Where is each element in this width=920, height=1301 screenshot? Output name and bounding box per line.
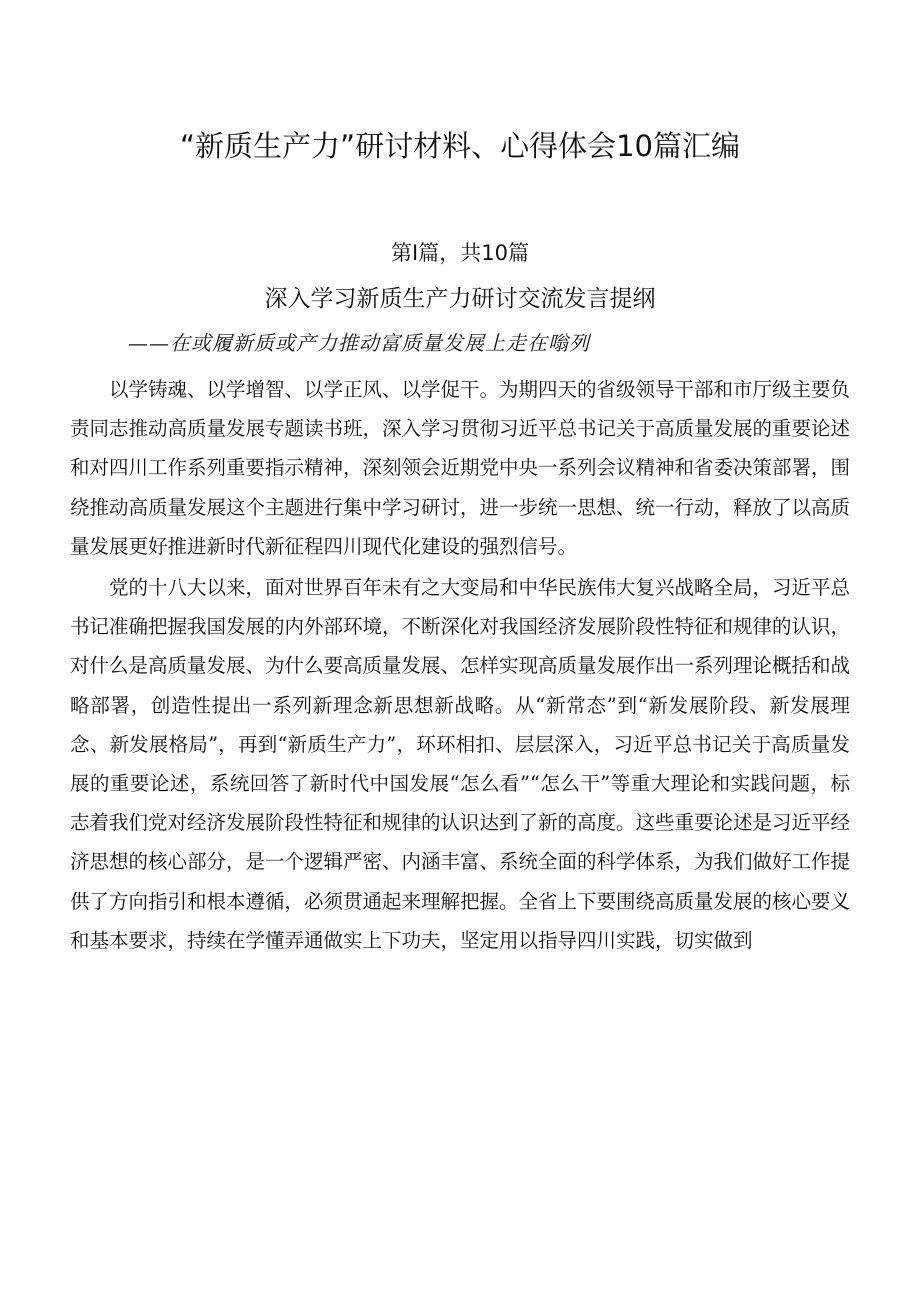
- paragraph: 党的十八大以来，面对世界百年未有之大变局和中华民族伟大复兴战略全局，习近平总书记准确把握我国发展的内外部环境，不断深化对我国经济发展阶段性特征和规律的认识，对什么是高质量发展、为什么要高质量发展、怎样实现高质量发展作出一系列理论概括和战略部署，创造性提出一系列新理念新思想新战略。从“新常态”到“新发展阶段、新发展理念、新发展格局”，再到“新质生产力”，环环相扣、层层深入，习近平总书记关于高质量发展的重要论述，系统回答了新时代中国发展“怎么看”“怎么干”等重大理论和实践问题，标志着我们党对经济发展阶段性特征和规律的认识达到了新的高度。这些重要论述是习近平经济思想的核心部分，是一个逻辑严密、内涵丰富、系统全面的科学体系，为我们做好工作提供了方向指引和根本遵循，必须贯通起来理解把握。全省上下要围绕高质量发展的核心要义和基本要求，持续在学懂弄通做实上下功夫，坚定用以指导四川实践，切实做到: [70, 576, 851, 952]
- part-label: 第I篇，共10篇: [391, 241, 529, 265]
- paragraph: 以学铸魂、以学增智、以学正风、以学促干。为期四天的省级领导干部和市厅级主要负责同志推动高质量发展专题读书班，深入学习贯彻习近平总书记关于高质量发展的重要论述和对四川工作系列重要指示精神，深刻领会近期党中央一系列会议精神和省委决策部署，围绕推动高质量发展这个主题进行集中学习研讨，进一步统一思想、统一行动，释放了以高质量发展更好推进新时代新征程四川现代化建设的强烈信号。: [70, 378, 851, 558]
- document-title: “新质生产力”研讨材料、心得体会10篇汇编: [180, 129, 740, 163]
- article-body: [70, 370, 850, 960]
- article-title: 深入学习新质生产力研讨交流发言提纲: [264, 286, 656, 312]
- article-subtitle: ——在或履新质或产力推动富质量发展上走在嗡列: [128, 331, 590, 355]
